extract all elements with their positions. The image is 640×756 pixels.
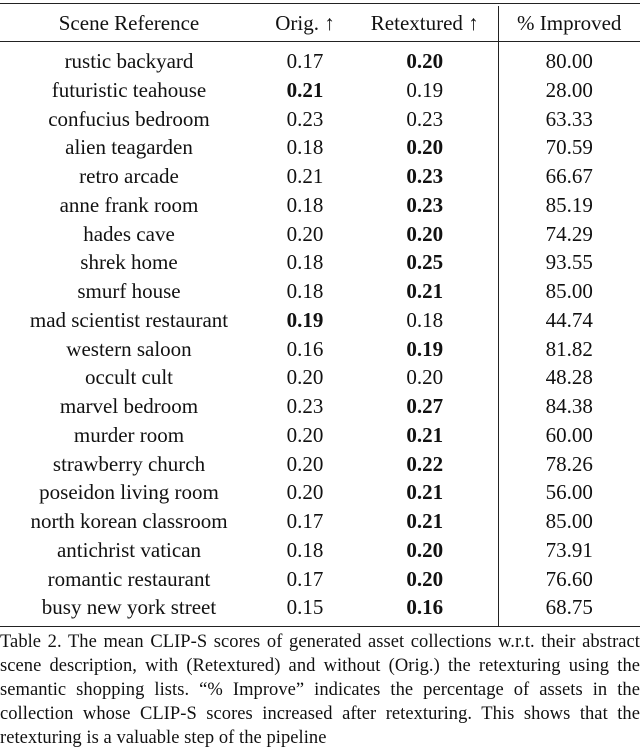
table-row xyxy=(0,507,640,536)
cell-retextured-score: 0.18 xyxy=(406,307,444,332)
cell-scene-reference: western saloon xyxy=(66,336,192,361)
cell-retextured-score: 0.23 xyxy=(406,192,444,217)
cell-percent-improved: 56.00 xyxy=(498,478,640,507)
table-row xyxy=(0,306,640,335)
cell-orig-score: 0.19 xyxy=(286,307,324,332)
cell-percent-improved: 85.19 xyxy=(498,191,640,220)
table-row xyxy=(0,565,640,594)
cell-scene-reference: busy new york street xyxy=(41,595,217,620)
cell-retextured-score: 0.21 xyxy=(406,279,444,303)
cell-percent-improved: 74.29 xyxy=(498,220,640,249)
cell-scene-reference: anne frank room xyxy=(59,192,199,217)
header-retextured: Retextured ↑ xyxy=(352,6,498,42)
table-row xyxy=(0,277,640,306)
results-table xyxy=(0,6,640,627)
table-row xyxy=(0,42,640,76)
cell-retextured-score: 0.22 xyxy=(406,451,444,476)
table-row xyxy=(0,220,640,249)
cell-scene-reference: north korean classroom xyxy=(30,509,228,533)
cell-percent-improved: 60.00 xyxy=(498,421,640,450)
cell-orig-score: 0.20 xyxy=(286,221,324,246)
caption-label: Table 2. xyxy=(0,632,62,652)
header-scene-reference: Scene Reference xyxy=(0,6,258,42)
table-row xyxy=(0,593,640,626)
cell-scene-reference: romantic restaurant xyxy=(47,566,211,591)
cell-orig-score: 0.16 xyxy=(286,336,324,361)
cell-retextured-score: 0.20 xyxy=(406,566,444,591)
cell-retextured-score: 0.20 xyxy=(406,537,444,562)
cell-orig-score: 0.17 xyxy=(286,49,324,73)
cell-percent-improved: 73.91 xyxy=(498,536,640,565)
cell-percent-improved: 93.55 xyxy=(498,248,640,277)
table-row xyxy=(0,335,640,364)
table-top-rule xyxy=(0,3,640,4)
cell-retextured-score: 0.25 xyxy=(406,250,444,275)
table-row xyxy=(0,536,640,565)
table-row xyxy=(0,421,640,450)
cell-retextured-score: 0.20 xyxy=(406,221,444,246)
cell-orig-score: 0.15 xyxy=(286,595,324,620)
cell-orig-score: 0.18 xyxy=(286,135,324,160)
cell-scene-reference: antichrist vatican xyxy=(56,537,202,562)
cell-scene-reference: rustic backyard xyxy=(64,49,194,73)
header-orig: Orig. ↑ xyxy=(258,6,352,42)
cell-scene-reference: retro arcade xyxy=(79,164,179,188)
table-row xyxy=(0,162,640,191)
cell-percent-improved: 80.00 xyxy=(498,42,640,76)
cell-retextured-score: 0.19 xyxy=(406,336,444,361)
cell-orig-score: 0.21 xyxy=(286,164,324,188)
cell-percent-improved: 28.00 xyxy=(498,76,640,105)
cell-orig-score: 0.17 xyxy=(286,509,324,533)
cell-retextured-score: 0.27 xyxy=(406,394,444,418)
cell-retextured-score: 0.16 xyxy=(406,595,444,620)
cell-percent-improved: 68.75 xyxy=(498,593,640,626)
table-row xyxy=(0,133,640,162)
cell-percent-improved: 81.82 xyxy=(498,335,640,364)
cell-percent-improved: 84.38 xyxy=(498,392,640,421)
cell-percent-improved: 85.00 xyxy=(498,507,640,536)
cell-retextured-score: 0.23 xyxy=(406,164,444,188)
cell-orig-score: 0.23 xyxy=(286,394,324,418)
cell-retextured-score: 0.23 xyxy=(406,106,444,131)
cell-orig-score: 0.23 xyxy=(286,106,324,131)
cell-percent-improved: 48.28 xyxy=(498,363,640,392)
cell-scene-reference: shrek home xyxy=(80,250,178,275)
table-row xyxy=(0,363,640,392)
cell-retextured-score: 0.19 xyxy=(406,77,444,102)
cell-scene-reference: occult cult xyxy=(84,365,174,390)
cell-percent-improved: 76.60 xyxy=(498,565,640,594)
cell-percent-improved: 85.00 xyxy=(498,277,640,306)
cell-orig-score: 0.21 xyxy=(286,77,324,102)
cell-scene-reference: confucius bedroom xyxy=(48,106,210,131)
table-row xyxy=(0,248,640,277)
cell-orig-score: 0.20 xyxy=(286,451,324,476)
cell-scene-reference: mad scientist restaurant xyxy=(29,307,229,332)
cell-percent-improved: 78.26 xyxy=(498,450,640,479)
cell-orig-score: 0.20 xyxy=(286,365,324,390)
cell-percent-improved: 70.59 xyxy=(498,133,640,162)
cell-orig-score: 0.20 xyxy=(286,422,324,447)
cell-scene-reference: hades cave xyxy=(83,221,175,246)
cell-scene-reference: alien teagarden xyxy=(65,135,193,160)
cell-percent-improved: 63.33 xyxy=(498,105,640,134)
cell-orig-score: 0.17 xyxy=(286,566,324,591)
cell-scene-reference: strawberry church xyxy=(52,451,206,476)
cell-retextured-score: 0.21 xyxy=(406,422,444,447)
cell-percent-improved: 66.67 xyxy=(498,162,640,191)
cell-retextured-score: 0.20 xyxy=(406,49,444,73)
cell-retextured-score: 0.21 xyxy=(406,480,444,505)
table-header-row xyxy=(0,6,640,42)
cell-scene-reference: murder room xyxy=(73,422,185,447)
cell-scene-reference: poseidon living room xyxy=(39,480,219,505)
cell-retextured-score: 0.20 xyxy=(406,365,444,390)
cell-orig-score: 0.18 xyxy=(286,250,324,275)
cell-orig-score: 0.18 xyxy=(286,537,324,562)
table-row xyxy=(0,191,640,220)
cell-retextured-score: 0.21 xyxy=(406,509,444,533)
cell-orig-score: 0.18 xyxy=(286,279,324,303)
cell-scene-reference: smurf house xyxy=(77,279,181,303)
table-row xyxy=(0,392,640,421)
table-row xyxy=(0,478,640,507)
cell-orig-score: 0.18 xyxy=(286,192,324,217)
cell-percent-improved: 44.74 xyxy=(498,306,640,335)
header-improved: % Improved xyxy=(498,6,640,42)
table-row xyxy=(0,105,640,134)
table-row xyxy=(0,76,640,105)
table-row xyxy=(0,450,640,479)
cell-orig-score: 0.20 xyxy=(286,480,324,505)
caption-text: The mean CLIP-S scores of generated asset collections w.r.t. their abstract scene description, with (Retextured) and without (Orig.) the retexturing using the semantic shopping lists. “% Improve” indicates the percentage of assets in the collection whose CLIP-S scores increased after retexturing. This shows that the retexturing is a valuable step of the pipeline xyxy=(0,632,640,748)
cell-scene-reference: marvel bedroom xyxy=(59,394,199,418)
cell-retextured-score: 0.20 xyxy=(406,135,444,160)
cell-scene-reference: futuristic teahouse xyxy=(51,77,207,102)
table-caption xyxy=(0,630,640,750)
